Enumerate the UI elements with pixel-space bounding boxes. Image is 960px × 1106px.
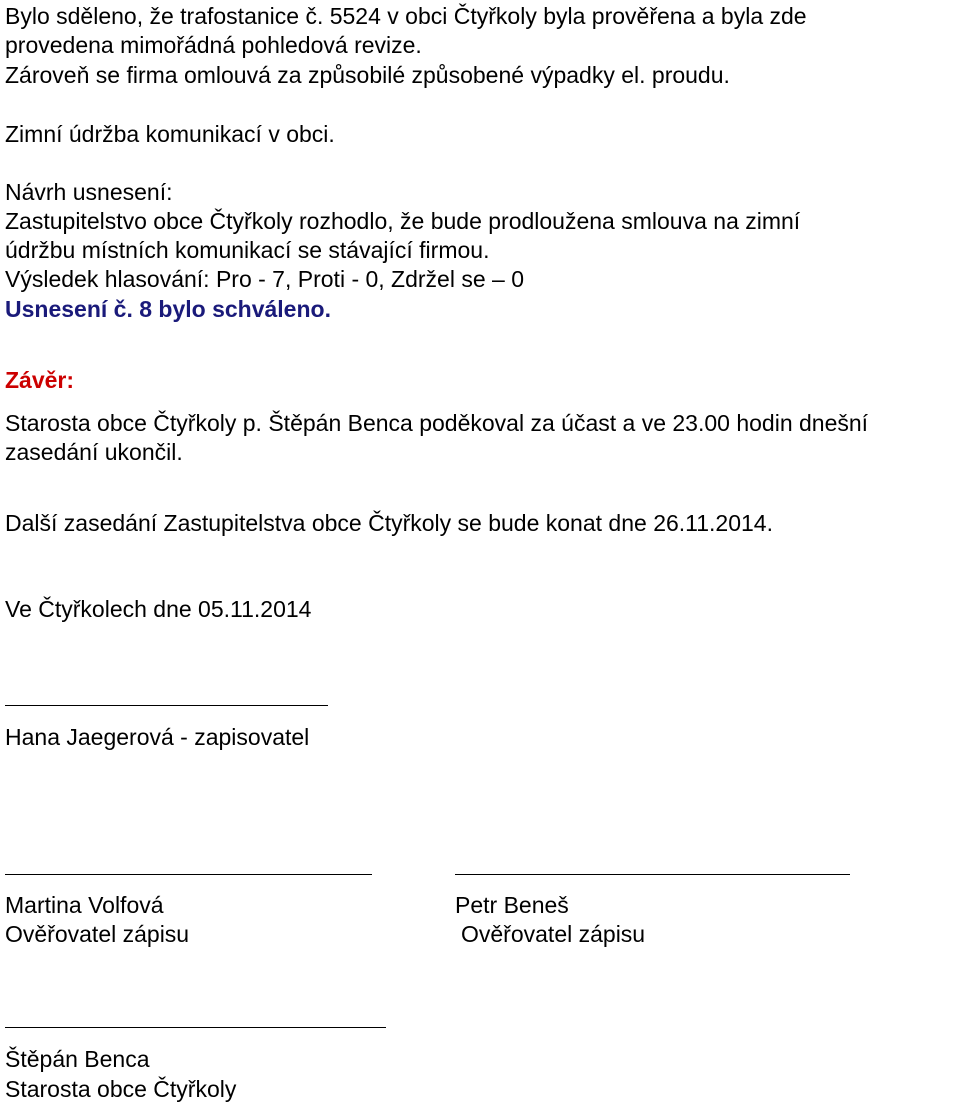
verifier2-signature-line — [455, 874, 850, 875]
mayor-name: Štěpán Benca — [5, 1046, 150, 1072]
place-date: Ve Čtyřkolech dne 05.11.2014 — [5, 596, 312, 622]
conclusion-heading: Závěr: — [5, 367, 75, 393]
conclusion-line-1: Starosta obce Čtyřkoly p. Štěpán Benca poděkoval za účast a ve 23.00 hodin dnešní — [5, 410, 869, 436]
report-line-3: Zároveň se firma omlouvá za způsobilé způsobené výpadky el. proudu. — [5, 62, 730, 88]
recorder-signature-line — [5, 705, 328, 706]
proposal-line-1: Zastupitelstvo obce Čtyřkoly rozhodlo, že bude prodloužena smlouva na zimní — [5, 208, 801, 234]
proposal-label: Návrh usnesení: — [5, 179, 173, 205]
verifier1-name: Martina Volfová — [5, 892, 164, 918]
conclusion-line-2: zasedání ukončil. — [5, 439, 183, 465]
next-meeting: Další zasedání Zastupitelstva obce Čtyřkoly se bude konat dne 26.11.2014. — [5, 510, 773, 536]
recorder-name: Hana Jaegerová - zapisovatel — [5, 724, 310, 750]
report-line-2: provedena mimořádná pohledová revize. — [5, 32, 422, 58]
mayor-signature-line — [5, 1027, 386, 1028]
verifier2-name: Petr Beneš — [455, 892, 569, 918]
proposal-line-2: údržbu místních komunikací se stávající firmou. — [5, 237, 490, 263]
resolution-approved: Usnesení č. 8 bylo schváleno. — [5, 296, 331, 322]
mayor-role: Starosta obce Čtyřkoly — [5, 1076, 237, 1102]
verifier1-signature-line — [5, 874, 372, 875]
vote-result: Výsledek hlasování: Pro - 7, Proti - 0, Zdržel se – 0 — [5, 266, 525, 292]
verifier1-role: Ověřovatel zápisu — [5, 921, 190, 947]
winter-title: Zimní údržba komunikací v obci. — [5, 121, 335, 147]
verifier2-role: Ověřovatel zápisu — [461, 921, 646, 947]
report-line-1: Bylo sděleno, že trafostanice č. 5524 v obci Čtyřkoly byla prověřena a byla zde — [5, 3, 807, 29]
